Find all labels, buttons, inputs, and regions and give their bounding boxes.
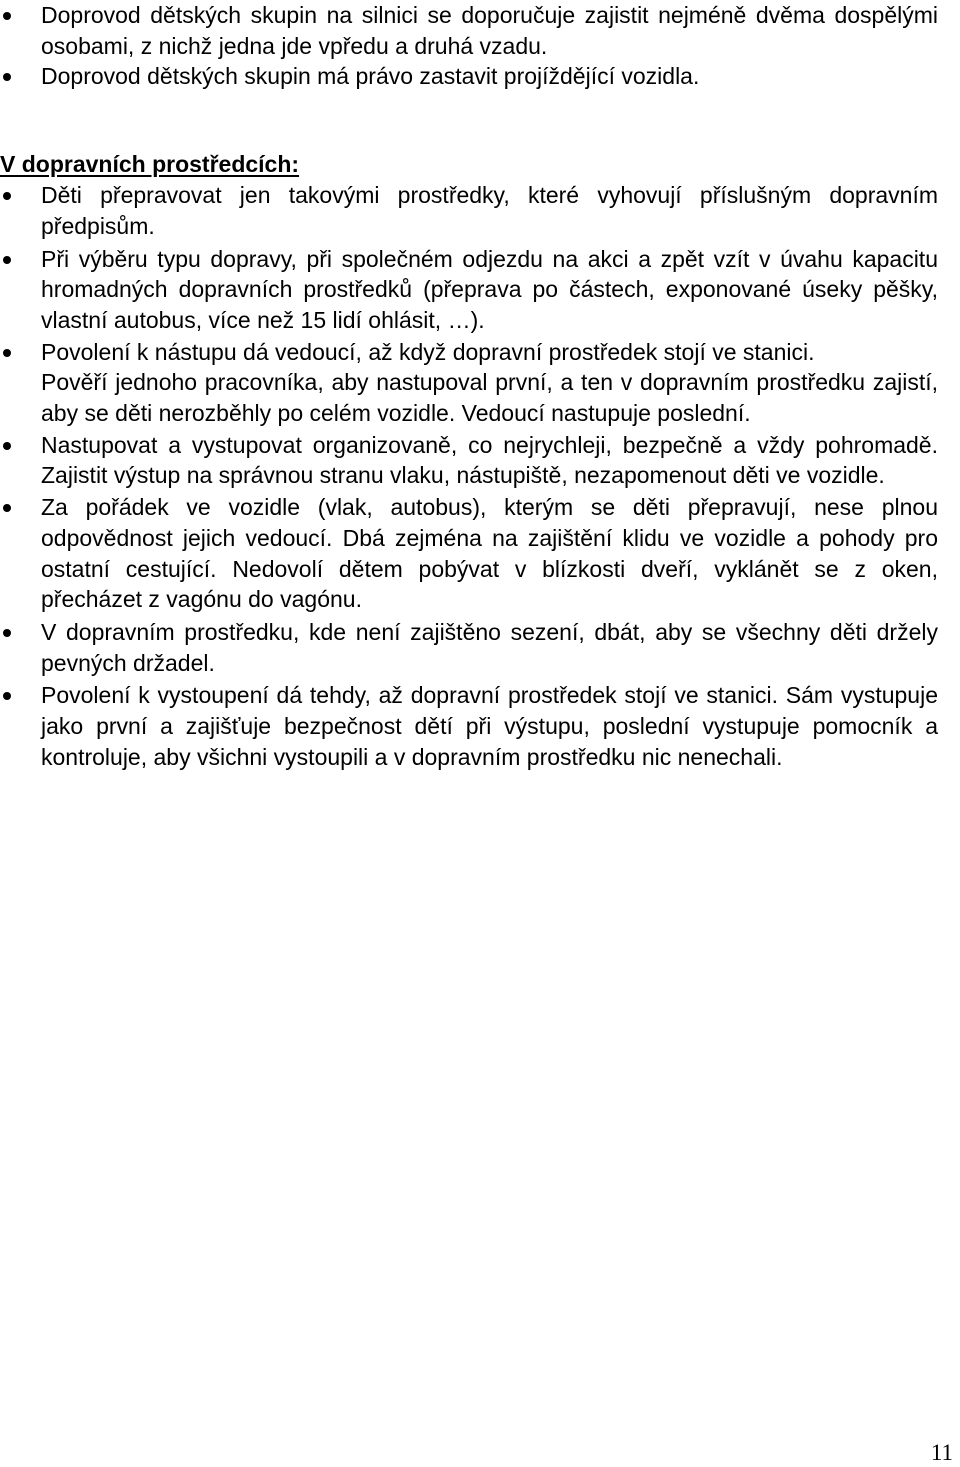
list-item-text: Nastupovat a vystupovat organizovaně, co nejrychleji, bezpečně a vždy pohromadě. Zajistit výstup na správnou stranu vlaku, nástupiště, nezapomenout děti ve vozidle. (41, 431, 938, 489)
bullet-icon (3, 442, 11, 450)
list-item-text: Při výběru typu dopravy, při společném odjezdu na akci a zpět vzít v úvahu kapacitu hromadných dopravních prostředků (přeprava po částech, exponované úseky pěšky, vlastní autobus, více než 15 lidí ohlásit, …). (41, 245, 938, 333)
bullet-icon (3, 692, 11, 700)
list-item (0, 680, 938, 772)
list-item-text: Povolení k nástupu dá vedoucí, až když dopravní prostředek stojí ve stanici. (41, 338, 815, 365)
bullet-icon (3, 349, 11, 357)
list-item (0, 0, 938, 61)
bullet-icon (3, 73, 11, 81)
list-item (0, 492, 938, 615)
intro-list (0, 0, 938, 92)
list-item (0, 430, 938, 491)
bullet-icon (3, 256, 11, 264)
list-item (0, 337, 938, 429)
list-item-text: Děti přepravovat jen takovými prostředky, které vyhovují příslušným dopravním předpisům. (41, 182, 938, 239)
page-number: 11 (930, 1440, 953, 1465)
list-item-text: Doprovod dětských skupin na silnici se doporučuje zajistit nejméně dvěma dospělými osobami, z nichž jedna jde vpředu a druhá vzadu. (41, 2, 938, 59)
list-item-text: Za pořádek ve vozidle (vlak, autobus), kterým se děti přepravují, nese plnou odpovědnost jejich vedoucí. Dbá zejména na zajištění klidu ve vozidle a pohody pro ostatní cestující. Nedovolí dětem pobývat v blízkosti dveří, vyklánět se z oken, přecházet z vagónu do vagónu. (41, 494, 938, 613)
list-item (0, 180, 938, 241)
bullet-icon (3, 192, 11, 200)
list-item-text: Povolení k vystoupení dá tehdy, až dopravní prostředek stojí ve stanici. Sám vystupuje jako první a zajišťuje bezpečnost dětí při výstupu, poslední vystupuje pomocník a kontroluje, aby všichni vystoupili a v dopravním prostředku nic nenechali. (41, 682, 938, 770)
list-item (0, 617, 938, 678)
transport-list (0, 180, 938, 772)
bullet-icon (3, 629, 11, 637)
list-item (0, 244, 938, 336)
section-heading: V dopravních prostředcích: (0, 151, 300, 178)
list-item (0, 61, 938, 92)
bullet-icon (3, 12, 11, 20)
bullet-icon (3, 504, 11, 512)
list-item-text: V dopravním prostředku, kde není zajištěno sezení, dbát, aby se všechny děti držely pevných držadel. (41, 618, 938, 676)
list-item-text: Doprovod dětských skupin má právo zastavit projíždějící vozidla. (41, 63, 700, 90)
list-item-text: Pověří jednoho pracovníka, aby nastupoval první, a ten v dopravním prostředku zajistí, aby se děti nerozběhly po celém vozidle. Vedoucí nastupuje poslední. (41, 369, 938, 427)
